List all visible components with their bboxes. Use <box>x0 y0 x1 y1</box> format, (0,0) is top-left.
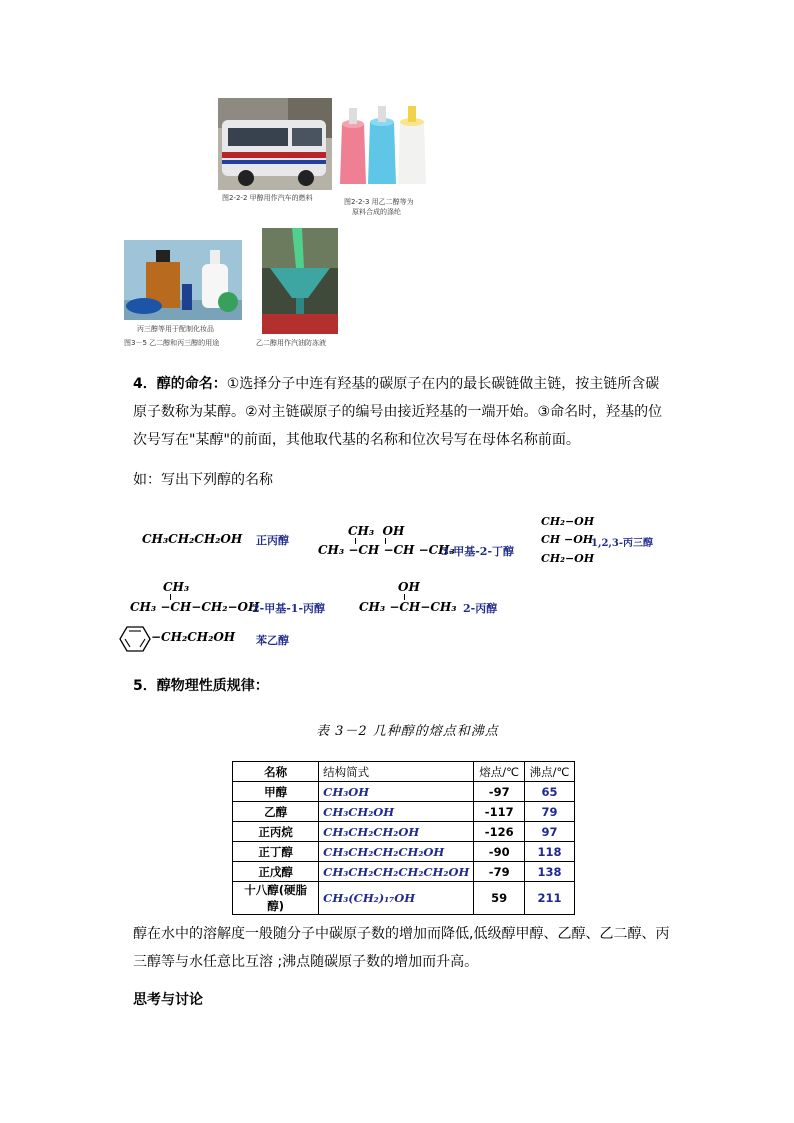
cell-name: 正丁醇 <box>233 842 319 862</box>
cell-bp: 65 <box>525 782 575 802</box>
cell-name: 乙醇 <box>233 802 319 822</box>
table-row <box>233 822 575 842</box>
naming-rules-text: ①选择分子中连有羟基的碳原子在内的最长碳链做主链，按主链所含碳原子数称为某醇。②对主链碳原子的编号由接近羟基的一端开始。③命名时，羟基的位次号写在"某醇"的前面，其他取代基的名称和位次号写在母体名称前面。 <box>133 376 663 448</box>
bus-caption: 图2-2-2 甲醇用作汽车的燃料 <box>222 194 313 202</box>
cell-name: 正戊醇 <box>233 862 319 882</box>
molecule-5-name: 2-丙醇 <box>463 602 498 615</box>
table-row <box>233 782 575 802</box>
molecule-3-line-1: CH₂−OH <box>541 515 595 528</box>
molecule-2-name: 3-甲基-2-丁醇 <box>441 545 515 558</box>
thread-caption-2: 原料合成的涤纶 <box>352 208 401 216</box>
section-5-heading: 5．醇物理性质规律： <box>133 678 269 694</box>
bus-photo <box>218 98 332 190</box>
header-bp: 沸点/℃ <box>525 762 575 782</box>
cell-mp: -90 <box>474 842 525 862</box>
cell-name: 十八醇(硬脂醇) <box>233 882 319 915</box>
molecule-3-line-2: CH −OH <box>541 533 594 546</box>
cell-formula: CH₃OH <box>319 782 474 802</box>
cell-mp: 59 <box>474 882 525 915</box>
table-row <box>233 862 575 882</box>
molecule-4-formula: CH₃ −CH−CH₂−OH <box>130 600 260 614</box>
table-row <box>233 882 575 915</box>
cell-formula: CH₃(CH₂)₁₇OH <box>319 882 474 915</box>
molecule-5-substituent: OH <box>398 580 420 594</box>
cell-mp: -126 <box>474 822 525 842</box>
molecule-6-formula: −CH₂CH₂OH <box>151 630 236 644</box>
cell-formula: CH₃CH₂CH₂CH₂OH <box>319 842 474 862</box>
molecule-3-line-3: CH₂−OH <box>541 552 595 565</box>
molecule-1-name: 正丙醇 <box>256 534 289 547</box>
cell-formula: CH₃CH₂CH₂CH₂CH₂OH <box>319 862 474 882</box>
header-formula: 结构简式 <box>319 762 474 782</box>
molecule-3-name: 1,2,3-丙三醇 <box>591 538 653 549</box>
cosmetics-caption-1: 丙三醇等用于配制化妆品 <box>137 325 214 333</box>
header-name: 名称 <box>233 762 319 782</box>
section-4-heading: 4．醇的命名： <box>133 376 227 392</box>
molecule-6-name: 苯乙醇 <box>256 634 289 647</box>
table-row <box>233 842 575 862</box>
table-row <box>233 802 575 822</box>
cell-formula: CH₃CH₂CH₂OH <box>319 822 474 842</box>
molecule-2-substituents: CH₃ OH <box>348 524 405 538</box>
cosmetics-photo <box>124 240 242 320</box>
thread-caption-1: 图2-2-3 用乙二醇等为 <box>344 198 414 206</box>
cell-mp: -117 <box>474 802 525 822</box>
example-prompt: 如：写出下列醇的名称 <box>133 472 273 488</box>
table-header-row <box>233 762 575 782</box>
cell-bp: 79 <box>525 802 575 822</box>
naming-rules-paragraph <box>133 370 673 454</box>
alcohol-table <box>232 761 575 915</box>
antifreeze-caption: 乙二醇用作汽油防冻液 <box>256 339 326 347</box>
cosmetics-caption-2: 图3－5 乙二醇和丙三醇的用途 <box>124 339 220 347</box>
molecule-2-formula: CH₃ −CH −CH −CH₃ <box>318 543 455 557</box>
molecule-1-formula: CH₃CH₂CH₂OH <box>142 532 243 546</box>
benzene-ring-icon <box>119 625 151 657</box>
cell-mp: -79 <box>474 862 525 882</box>
molecule-5-formula: CH₃ −CH−CH₃ <box>359 600 457 614</box>
header-mp: 熔点/℃ <box>474 762 525 782</box>
cell-formula: CH₃CH₂OH <box>319 802 474 822</box>
cell-bp: 97 <box>525 822 575 842</box>
cell-bp: 138 <box>525 862 575 882</box>
cell-name: 甲醇 <box>233 782 319 802</box>
solubility-summary: 醇在水中的溶解度一般随分子中碳原子数的增加而降低,低级醇甲醇、乙醇、乙二醇、丙三醇等与水任意比互溶 ;沸点随碳原子数的增加而升高。 <box>133 926 670 970</box>
molecule-4-substituent: CH₃ <box>163 580 190 594</box>
cell-name: 正丙烷 <box>233 822 319 842</box>
table-title: 表 3－2 几种醇的熔点和沸点 <box>316 724 499 739</box>
cell-bp: 211 <box>525 882 575 915</box>
antifreeze-photo <box>262 228 338 334</box>
cell-mp: -97 <box>474 782 525 802</box>
cell-bp: 118 <box>525 842 575 862</box>
molecule-4-name: 2-甲基-1-丙醇 <box>252 602 326 615</box>
thread-photo <box>334 100 430 194</box>
section-6-heading: 思考与讨论 <box>133 992 203 1008</box>
